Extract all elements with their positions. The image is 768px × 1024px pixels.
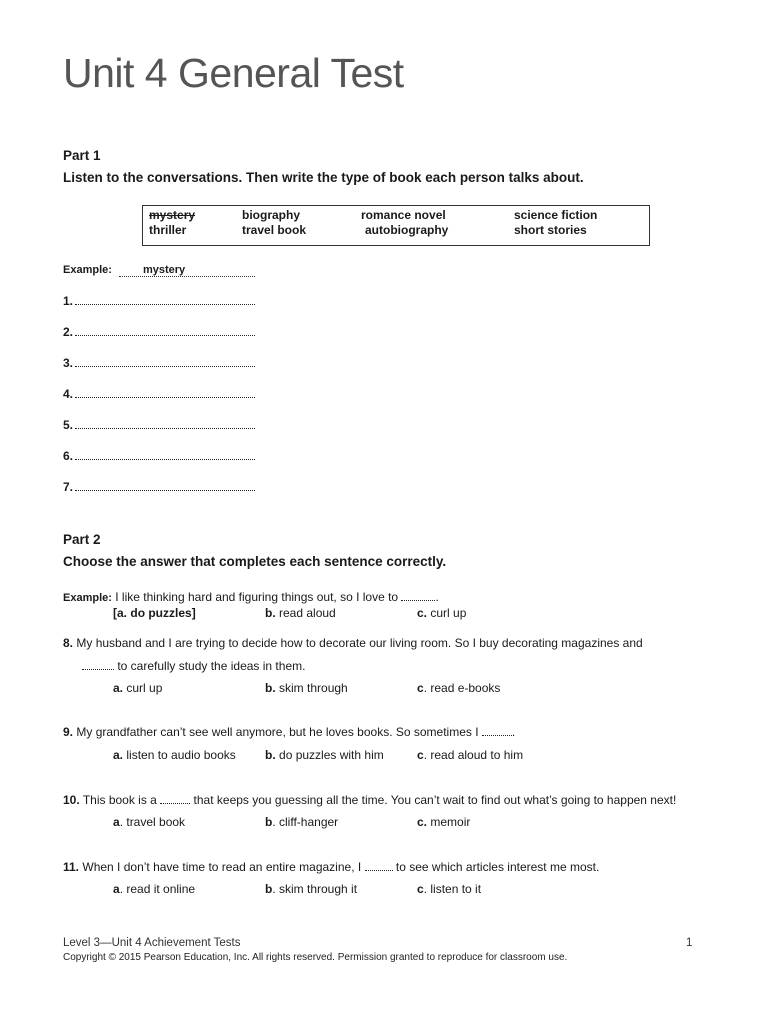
- answer-line: [63, 449, 255, 463]
- question-number: 8.: [63, 636, 74, 650]
- item-number: 2.: [63, 325, 74, 339]
- answer-blank[interactable]: [75, 449, 255, 460]
- question-number: 9.: [63, 725, 74, 739]
- word-bank-item: romance novel: [361, 208, 446, 222]
- footer-copyright: Copyright © 2015 Pearson Education, Inc. All rights reserved. Permission granted to reproduce for classroom use.: [63, 952, 568, 963]
- answer-line: [63, 294, 255, 308]
- q10-option-c[interactable]: c. memoir: [417, 815, 471, 829]
- item-number: 3.: [63, 356, 74, 370]
- word-bank-item: thriller: [149, 223, 187, 237]
- word-bank: [142, 205, 650, 246]
- answer-line: [63, 480, 255, 494]
- answer-blank[interactable]: [75, 356, 255, 367]
- q10-option-a[interactable]: a. travel book: [113, 815, 186, 829]
- q9-option-b[interactable]: b. do puzzles with him: [265, 748, 384, 762]
- example-text: I like thinking hard and figuring things out, so I love to: [115, 590, 399, 604]
- example-blank: [401, 590, 435, 601]
- part1-heading: Part 1: [63, 148, 101, 163]
- question-text: My grandfather can’t see well anymore, but he loves books. So sometimes I: [76, 725, 479, 739]
- question-text: to carefully study the ideas in them.: [117, 659, 306, 673]
- answer-line: [63, 387, 255, 401]
- question-11: [63, 860, 599, 874]
- example-label: Example:: [63, 592, 112, 604]
- question-text: to see which articles interest me most.: [395, 860, 600, 874]
- question-8-line2: [82, 659, 305, 673]
- word-bank-item: science fiction: [514, 208, 598, 222]
- word-bank-item: short stories: [514, 223, 587, 237]
- page-number: 1: [686, 937, 693, 949]
- part2-example: [63, 590, 439, 604]
- item-number: 4.: [63, 387, 74, 401]
- question-8: [63, 636, 643, 650]
- item-number: 7.: [63, 480, 74, 494]
- example-option-a: [a. do puzzles]: [113, 606, 196, 620]
- question-10: [63, 793, 676, 807]
- example-period: .: [435, 590, 439, 604]
- answer-blank[interactable]: [75, 294, 255, 305]
- question-number: 11.: [63, 860, 80, 874]
- q10-option-b[interactable]: b. cliff-hanger: [265, 815, 339, 829]
- q8-option-c[interactable]: c. read e-books: [417, 681, 501, 695]
- answer-line: [63, 356, 255, 370]
- word-bank-item: biography: [242, 208, 301, 222]
- question-text: When I don’t have time to read an entire magazine, I: [82, 860, 362, 874]
- word-bank-item: mystery: [149, 208, 196, 222]
- example-option-c: c. curl up: [417, 606, 467, 620]
- answer-blank[interactable]: [75, 325, 255, 336]
- example-label: Example: [63, 264, 109, 276]
- q8-option-b[interactable]: b. skim through: [265, 681, 348, 695]
- footer-level: Level 3—Unit 4 Achievement Tests: [63, 937, 241, 949]
- example-answer: mystery: [119, 264, 255, 277]
- answer-blank[interactable]: [482, 725, 512, 736]
- q11-option-b[interactable]: b. skim through it: [265, 882, 358, 896]
- answer-blank[interactable]: [75, 480, 255, 491]
- q9-option-a[interactable]: a. listen to audio books: [113, 748, 236, 762]
- question-text: My husband and I are trying to decide how to decorate our living room. So I buy decorating magazines and: [76, 636, 643, 650]
- item-number: 6.: [63, 449, 74, 463]
- page-title: Unit 4 General Test: [63, 50, 404, 96]
- q11-option-a[interactable]: a. read it online: [113, 882, 196, 896]
- answer-blank[interactable]: [75, 418, 255, 429]
- word-bank-item: travel book: [242, 223, 307, 237]
- item-number: 5.: [63, 418, 74, 432]
- question-number: 10.: [63, 793, 80, 807]
- answer-blank[interactable]: [82, 659, 114, 670]
- question-text: This book is a: [82, 793, 157, 807]
- q9-option-c[interactable]: c. read aloud to him: [417, 748, 524, 762]
- question-text: that keeps you guessing all the time. You can’t wait to find out what’s going to happen next!: [193, 793, 677, 807]
- answer-blank[interactable]: [75, 387, 255, 398]
- item-number: 1.: [63, 294, 74, 308]
- part2-instruction: Choose the answer that completes each sentence correctly.: [63, 554, 447, 569]
- answer-blank[interactable]: [365, 860, 393, 871]
- word-bank-item: autobiography: [365, 223, 449, 237]
- answer-line: [63, 418, 255, 432]
- part1-instruction: Listen to the conversations. Then write the type of book each person talks about.: [63, 170, 584, 185]
- part1-example: Example: mystery: [63, 264, 255, 277]
- part2-heading: Part 2: [63, 532, 101, 547]
- answer-blank[interactable]: [160, 793, 190, 804]
- q11-option-c[interactable]: c. listen to it: [417, 882, 482, 896]
- question-9: 9. My grandfather can’t see well anymore, but he loves books. So sometimes I .: [63, 725, 516, 739]
- answer-line: [63, 325, 255, 339]
- q8-option-a[interactable]: a. curl up: [113, 681, 163, 695]
- example-option-b: b. read aloud: [265, 606, 336, 620]
